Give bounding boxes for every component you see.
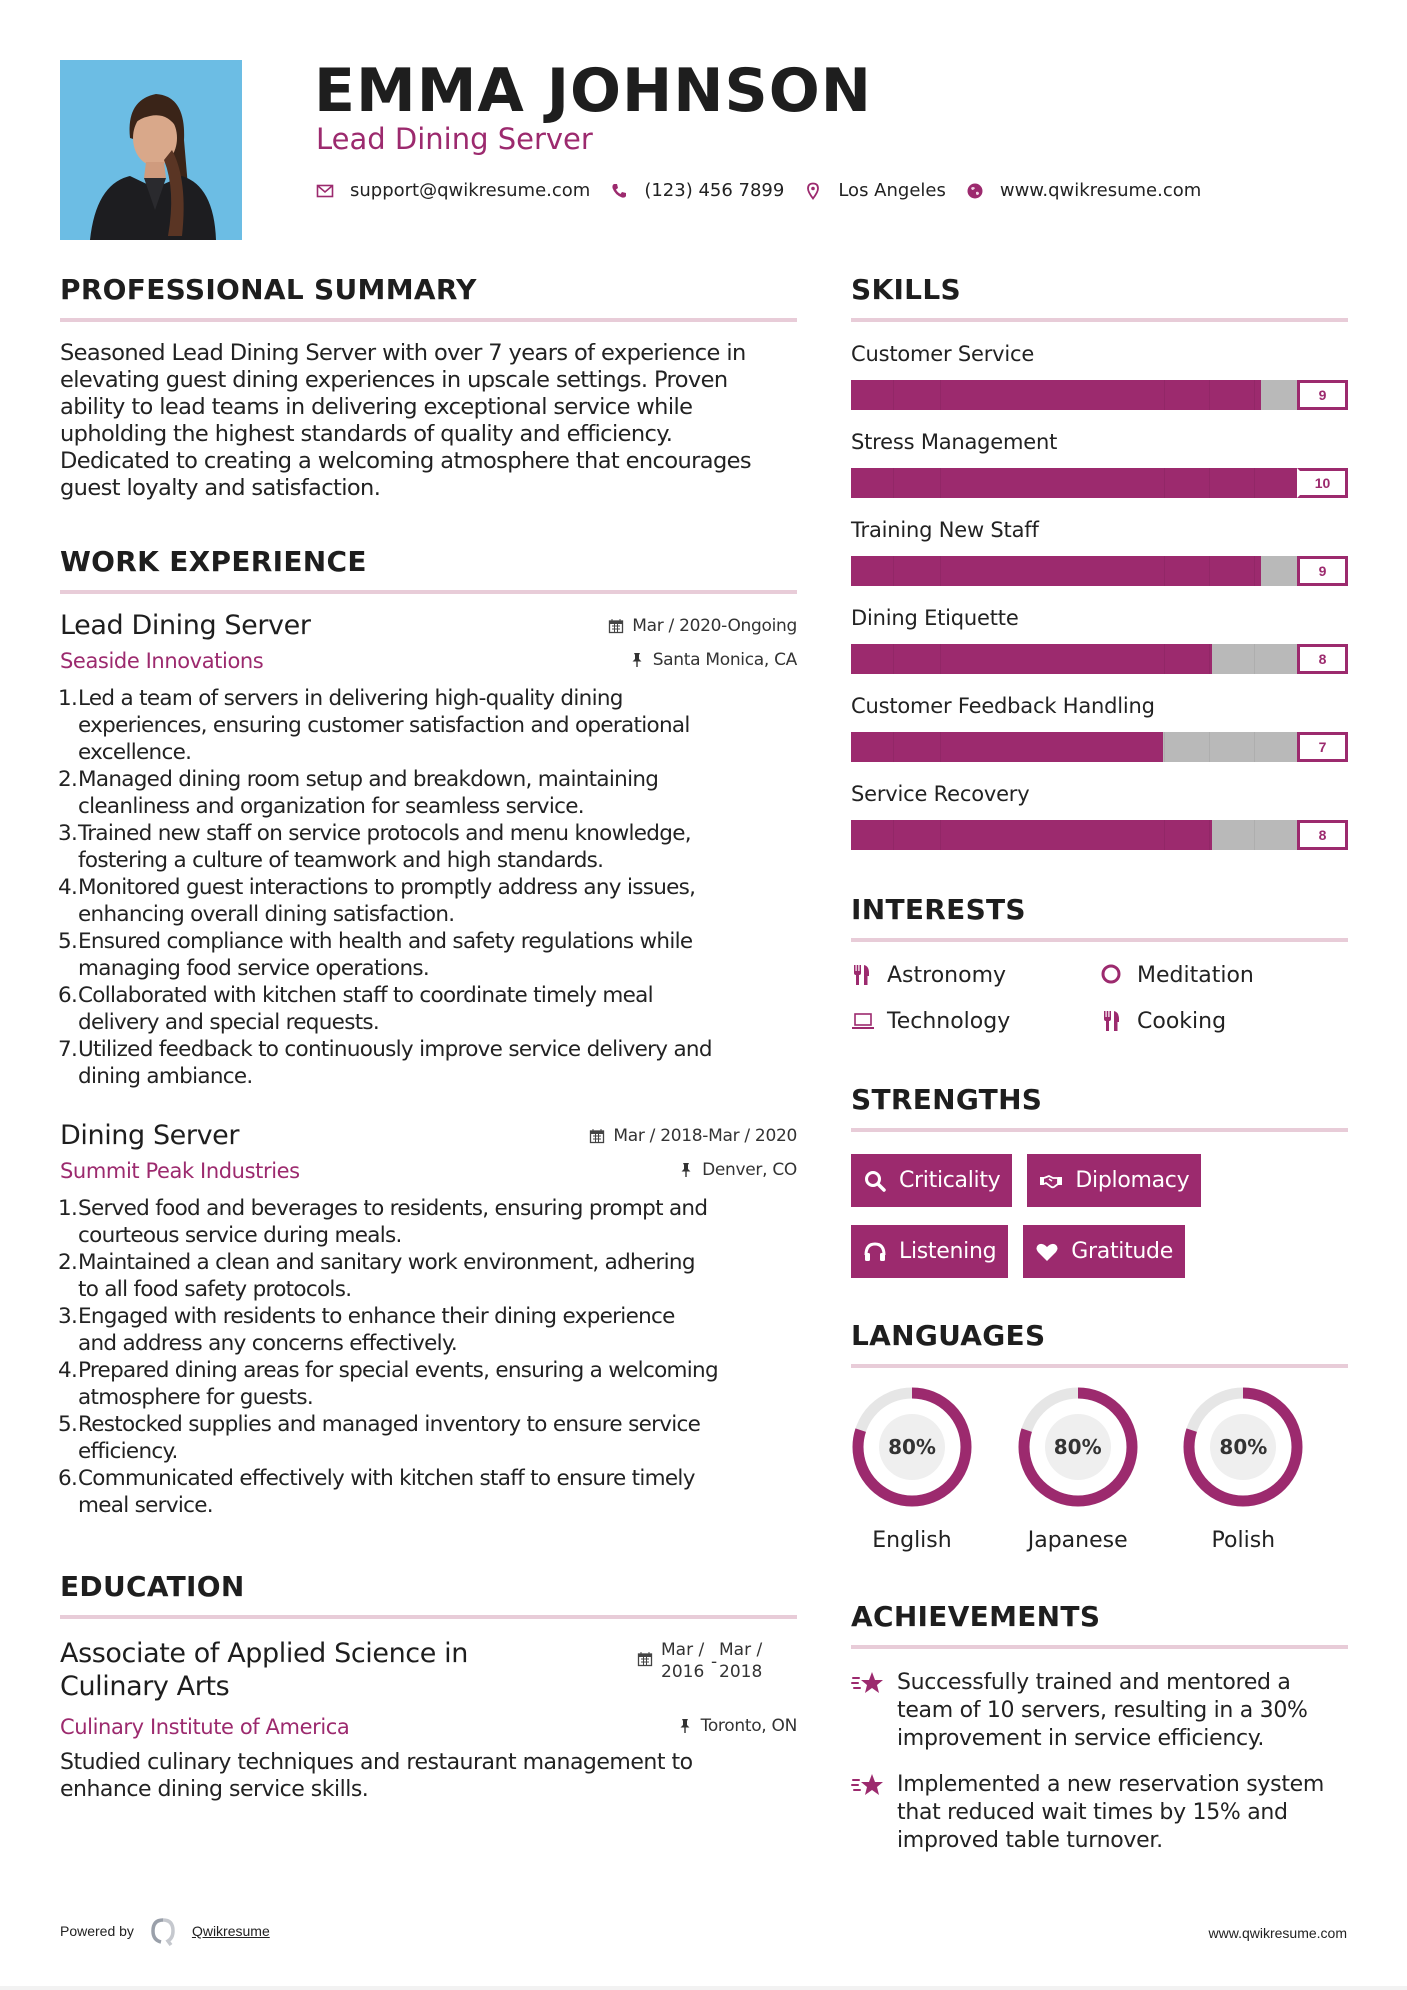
list-item: 1. Led a team of servers in delivering high-quality dining experiences, ensuring customer satisfaction and operational excellence. [58, 686, 690, 765]
language-percent: 80% [1053, 1435, 1102, 1459]
section-heading: INTERESTS [851, 893, 1026, 926]
shooting-star-icon [851, 1669, 885, 1699]
pushpin-icon [677, 1718, 693, 1734]
list-item: 6. Collaborated with kitchen staff to coordinate timely meal delivery and special requests. [58, 983, 653, 1035]
summary-line: elevating guest dining experiences in upscale settings. Proven [60, 367, 728, 393]
shooting-star-icon [851, 1771, 885, 1801]
section-divider [60, 590, 797, 594]
achievement-item [851, 1771, 1348, 1855]
education-section [60, 1567, 797, 1803]
list-item: 4. Prepared dining areas for special events, ensuring a welcoming atmosphere for guests. [58, 1358, 718, 1410]
skill-bar-segment [1209, 380, 1210, 410]
strength-badge [851, 1225, 1008, 1278]
achievements-list [851, 1669, 1348, 1855]
qwikresume-logo-icon [148, 1916, 178, 1946]
section-heading: EDUCATION [60, 1570, 245, 1603]
skill-bar [851, 556, 1348, 586]
summary-line: Dedicated to creating a welcoming atmosphere that encourages [60, 448, 752, 474]
list-item: 6. Communicated effectively with kitchen staff to ensure timely meal service. [58, 1466, 695, 1518]
list-item: 5. Ensured compliance with health and safety regulations while managing food service operations. [58, 929, 693, 981]
summary-line: ability to lead teams in delivering exceptional service while [60, 394, 693, 420]
job-dates [608, 616, 797, 636]
skill-bar-segment [1254, 644, 1255, 674]
list-item: 3. Engaged with residents to enhance their dining experience and address any concerns effectively. [58, 1304, 675, 1356]
achievement-text: Implemented a new reservation system that reduced wait times by 15% and improved table turnover. [897, 1772, 1325, 1853]
skills-list [851, 340, 1348, 850]
skill-bar-fill [851, 820, 1212, 850]
job-dates [589, 1126, 797, 1146]
language-name: Polish [1211, 1528, 1276, 1553]
skill-score: 9 [1297, 556, 1348, 586]
skill-item [851, 604, 1348, 674]
education-description: Studied culinary techniques and restaurant management to enhance dining service skills. [60, 1750, 693, 1802]
candidate-name: EMMA JOHNSON [314, 56, 872, 126]
language-item [1182, 1386, 1348, 1553]
envelope-icon [316, 182, 334, 200]
school-name: Culinary Institute of America [60, 1715, 350, 1739]
candidate-title: Lead Dining Server [316, 122, 593, 156]
languages-section [851, 1316, 1348, 1553]
skill-item [851, 340, 1348, 410]
language-percent: 80% [888, 1435, 936, 1459]
skill-bar-segment [1164, 644, 1165, 674]
achievement-item [851, 1669, 1348, 1753]
interest-item [851, 960, 1101, 990]
interests-section [851, 890, 1348, 1036]
skill-bar [851, 380, 1348, 410]
date-separator: - [711, 1652, 718, 1672]
calendar-icon [608, 618, 624, 634]
job-responsibilities [60, 685, 797, 1090]
job-location [629, 650, 797, 670]
interest-item [1101, 1006, 1348, 1036]
job-title: Dining Server [60, 1120, 240, 1151]
section-heading: SKILLS [851, 273, 961, 306]
achievement-text: Successfully trained and mentored a team of 10 servers, resulting in a 30% improvement in service efficiency. [897, 1670, 1308, 1751]
summary-line: Seasoned Lead Dining Server with over 7 years of experience in [60, 340, 746, 366]
school-location-text: Toronto, ON [700, 1716, 797, 1736]
powered-by-text: Powered by [60, 1923, 134, 1939]
pushpin-icon [678, 1162, 694, 1178]
skill-bar-segment [1164, 380, 1165, 410]
strength-label: Diplomacy [1075, 1168, 1190, 1193]
skill-item [851, 692, 1348, 762]
skill-bar [851, 644, 1348, 674]
skill-bar-segment [940, 732, 941, 762]
strengths-list [851, 1154, 1251, 1278]
section-divider [851, 1645, 1348, 1649]
section-heading: WORK EXPERIENCE [60, 545, 367, 578]
skill-bar-segment [893, 820, 894, 850]
list-item: 4. Monitored guest interactions to promptly address any issues, enhancing overall dining satisfaction. [58, 875, 696, 927]
strength-badge [851, 1154, 1012, 1207]
interest-label: Meditation [1137, 962, 1254, 988]
skill-bar-segment [893, 380, 894, 410]
skill-bar-segment [1254, 380, 1255, 410]
languages-list [851, 1386, 1348, 1553]
skill-bar-segment [940, 644, 941, 674]
job-location-text: Denver, CO [702, 1160, 797, 1180]
job-entry [60, 1120, 797, 1519]
phone-icon [610, 182, 628, 200]
strengths-section [851, 1080, 1348, 1278]
summary-text [60, 340, 797, 502]
skill-label: Stress Management [851, 430, 1058, 454]
strength-badge [1023, 1225, 1185, 1278]
language-name: English [872, 1528, 952, 1553]
skill-bar-segment [940, 468, 941, 498]
end-date: Mar / 2018 [719, 1640, 763, 1682]
list-item: 3. Trained new staff on service protocols and menu knowledge, fostering a culture of teamwork and high standards. [58, 821, 691, 873]
education-dates [637, 1639, 769, 1683]
interest-label: Astronomy [887, 962, 1007, 988]
strength-badge [1027, 1154, 1201, 1207]
utensils-icon [851, 963, 875, 987]
language-progress-ring [851, 1386, 973, 1508]
list-item: 1. Served food and beverages to residents, ensuring prompt and courteous service during meals. [58, 1196, 708, 1248]
list-item: 2. Maintained a clean and sanitary work environment, adhering to all food safety protocols. [58, 1250, 695, 1302]
skill-bar-segment [1164, 556, 1165, 586]
school-location [677, 1716, 797, 1736]
skill-bar-segment [1209, 820, 1210, 850]
skill-bar-segment [940, 820, 941, 850]
profile-photo [60, 60, 242, 240]
skill-label: Customer Feedback Handling [851, 694, 1155, 718]
section-divider [851, 1364, 1348, 1368]
skill-bar-segment [893, 644, 894, 674]
interest-label: Technology [887, 1008, 1011, 1034]
skill-bar-fill [851, 644, 1212, 674]
skill-score: 7 [1297, 732, 1348, 762]
language-progress-ring [1017, 1386, 1139, 1508]
skill-score: 8 [1297, 644, 1348, 674]
strength-label: Gratitude [1071, 1239, 1173, 1264]
skill-bar-segment [940, 556, 941, 586]
calendar-icon [637, 1651, 653, 1667]
section-heading: ACHIEVEMENTS [851, 1600, 1101, 1633]
language-name: Japanese [1027, 1528, 1128, 1553]
section-divider [60, 1615, 797, 1619]
map-pin-icon [804, 182, 822, 200]
circle-icon [1101, 963, 1125, 987]
job-dates-text: Mar / 2018-Mar / 2020 [613, 1126, 797, 1146]
job-dates-text: Mar / 2020-Ongoing [632, 616, 797, 636]
skill-bar-fill [851, 556, 1261, 586]
skill-bar-segment [1254, 556, 1255, 586]
handshake-icon [1039, 1169, 1063, 1193]
section-divider [851, 318, 1348, 322]
skill-bar-segment [1164, 468, 1165, 498]
skill-score: 9 [1297, 380, 1348, 410]
skill-bar-segment [1254, 820, 1255, 850]
globe-icon [966, 182, 984, 200]
skill-bar-segment [1209, 468, 1210, 498]
skill-item [851, 516, 1348, 586]
interest-label: Cooking [1137, 1008, 1227, 1034]
skill-bar-fill [851, 468, 1348, 498]
qwikresume-link[interactable]: Qwikresume [191, 1923, 270, 1939]
list-item: 2. Managed dining room setup and breakdown, maintaining cleanliness and organization for seamless service. [58, 767, 659, 819]
location-text: Los Angeles [838, 180, 946, 201]
language-progress-ring [1182, 1386, 1304, 1508]
language-percent: 80% [1219, 1435, 1268, 1459]
interest-item [851, 1006, 1101, 1036]
summary-line: upholding the highest standards of quality and efficiency. [60, 421, 673, 447]
skill-item [851, 780, 1348, 850]
contact-website[interactable] [966, 180, 1201, 201]
left-column [60, 270, 797, 1803]
summary-section [60, 270, 797, 502]
skill-bar-segment [893, 556, 894, 586]
job-responsibilities [60, 1195, 797, 1519]
skill-bar [851, 820, 1348, 850]
skill-bar-segment [893, 468, 894, 498]
skills-section [851, 270, 1348, 850]
degree-title: Associate of Applied Science in Culinary Arts [60, 1638, 468, 1702]
skill-bar-segment [1254, 468, 1255, 498]
job-location-text: Santa Monica, CA [652, 650, 797, 670]
contact-row [316, 180, 1221, 201]
achievements-section [851, 1597, 1348, 1855]
right-column [851, 270, 1348, 1873]
section-heading: PROFESSIONAL SUMMARY [60, 273, 477, 306]
contact-email[interactable] [316, 180, 590, 201]
skill-bar-segment [940, 380, 941, 410]
company-name: Seaside Innovations [60, 649, 264, 673]
skill-bar-segment [893, 732, 894, 762]
section-divider [60, 318, 797, 322]
company-name: Summit Peak Industries [60, 1159, 300, 1183]
summary-line: guest loyalty and satisfaction. [60, 475, 381, 501]
skill-bar [851, 468, 1348, 498]
skill-score: 10 [1297, 468, 1348, 498]
skill-bar-fill [851, 380, 1261, 410]
job-entry [60, 610, 797, 1090]
interests-list [851, 960, 1348, 1036]
pushpin-icon [629, 652, 645, 668]
utensils-icon [1101, 1009, 1125, 1033]
language-item [1017, 1386, 1183, 1553]
section-divider [851, 938, 1348, 942]
strength-label: Criticality [899, 1168, 1001, 1193]
skill-label: Dining Etiquette [851, 606, 1019, 630]
contact-location [804, 180, 946, 201]
section-heading: LANGUAGES [851, 1319, 1046, 1352]
skill-bar [851, 732, 1348, 762]
interest-item [1101, 960, 1348, 990]
skill-bar-fill [851, 732, 1163, 762]
skill-bar-segment [1209, 644, 1210, 674]
calendar-icon [589, 1128, 605, 1144]
contact-phone[interactable] [610, 180, 784, 201]
skill-label: Training New Staff [851, 518, 1039, 542]
list-item: 5. Restocked supplies and managed inventory to ensure service efficiency. [58, 1412, 701, 1464]
skill-bar-segment [1254, 732, 1255, 762]
skill-label: Service Recovery [851, 782, 1030, 806]
heart-icon [1035, 1240, 1059, 1264]
skill-score: 8 [1297, 820, 1348, 850]
skill-label: Customer Service [851, 342, 1035, 366]
page-bottom-edge [0, 1986, 1407, 1990]
skill-bar-segment [1209, 556, 1210, 586]
phone-text: (123) 456 7899 [644, 180, 785, 201]
job-title: Lead Dining Server [60, 610, 311, 641]
skill-bar-segment [1164, 820, 1165, 850]
experience-section [60, 542, 797, 1519]
strength-label: Listening [899, 1239, 997, 1264]
footer-powered-by [60, 1916, 270, 1946]
website-text: www.qwikresume.com [999, 180, 1202, 201]
person-photo-icon [60, 60, 242, 240]
search-icon [863, 1169, 887, 1193]
skill-bar-segment [1164, 732, 1165, 762]
laptop-icon [851, 1009, 875, 1033]
skill-bar-segment [1209, 732, 1210, 762]
job-location [678, 1160, 797, 1180]
footer-website[interactable]: www.qwikresume.com [1208, 1925, 1347, 1941]
start-date: Mar / 2016 [661, 1640, 705, 1682]
headphones-icon [863, 1240, 887, 1264]
section-divider [851, 1128, 1348, 1132]
skill-item [851, 428, 1348, 498]
email-text: support@qwikresume.com [350, 180, 591, 201]
section-heading: STRENGTHS [851, 1083, 1043, 1116]
list-item: 7. Utilized feedback to continuously improve service delivery and dining ambiance. [58, 1037, 712, 1089]
language-item [851, 1386, 1017, 1553]
